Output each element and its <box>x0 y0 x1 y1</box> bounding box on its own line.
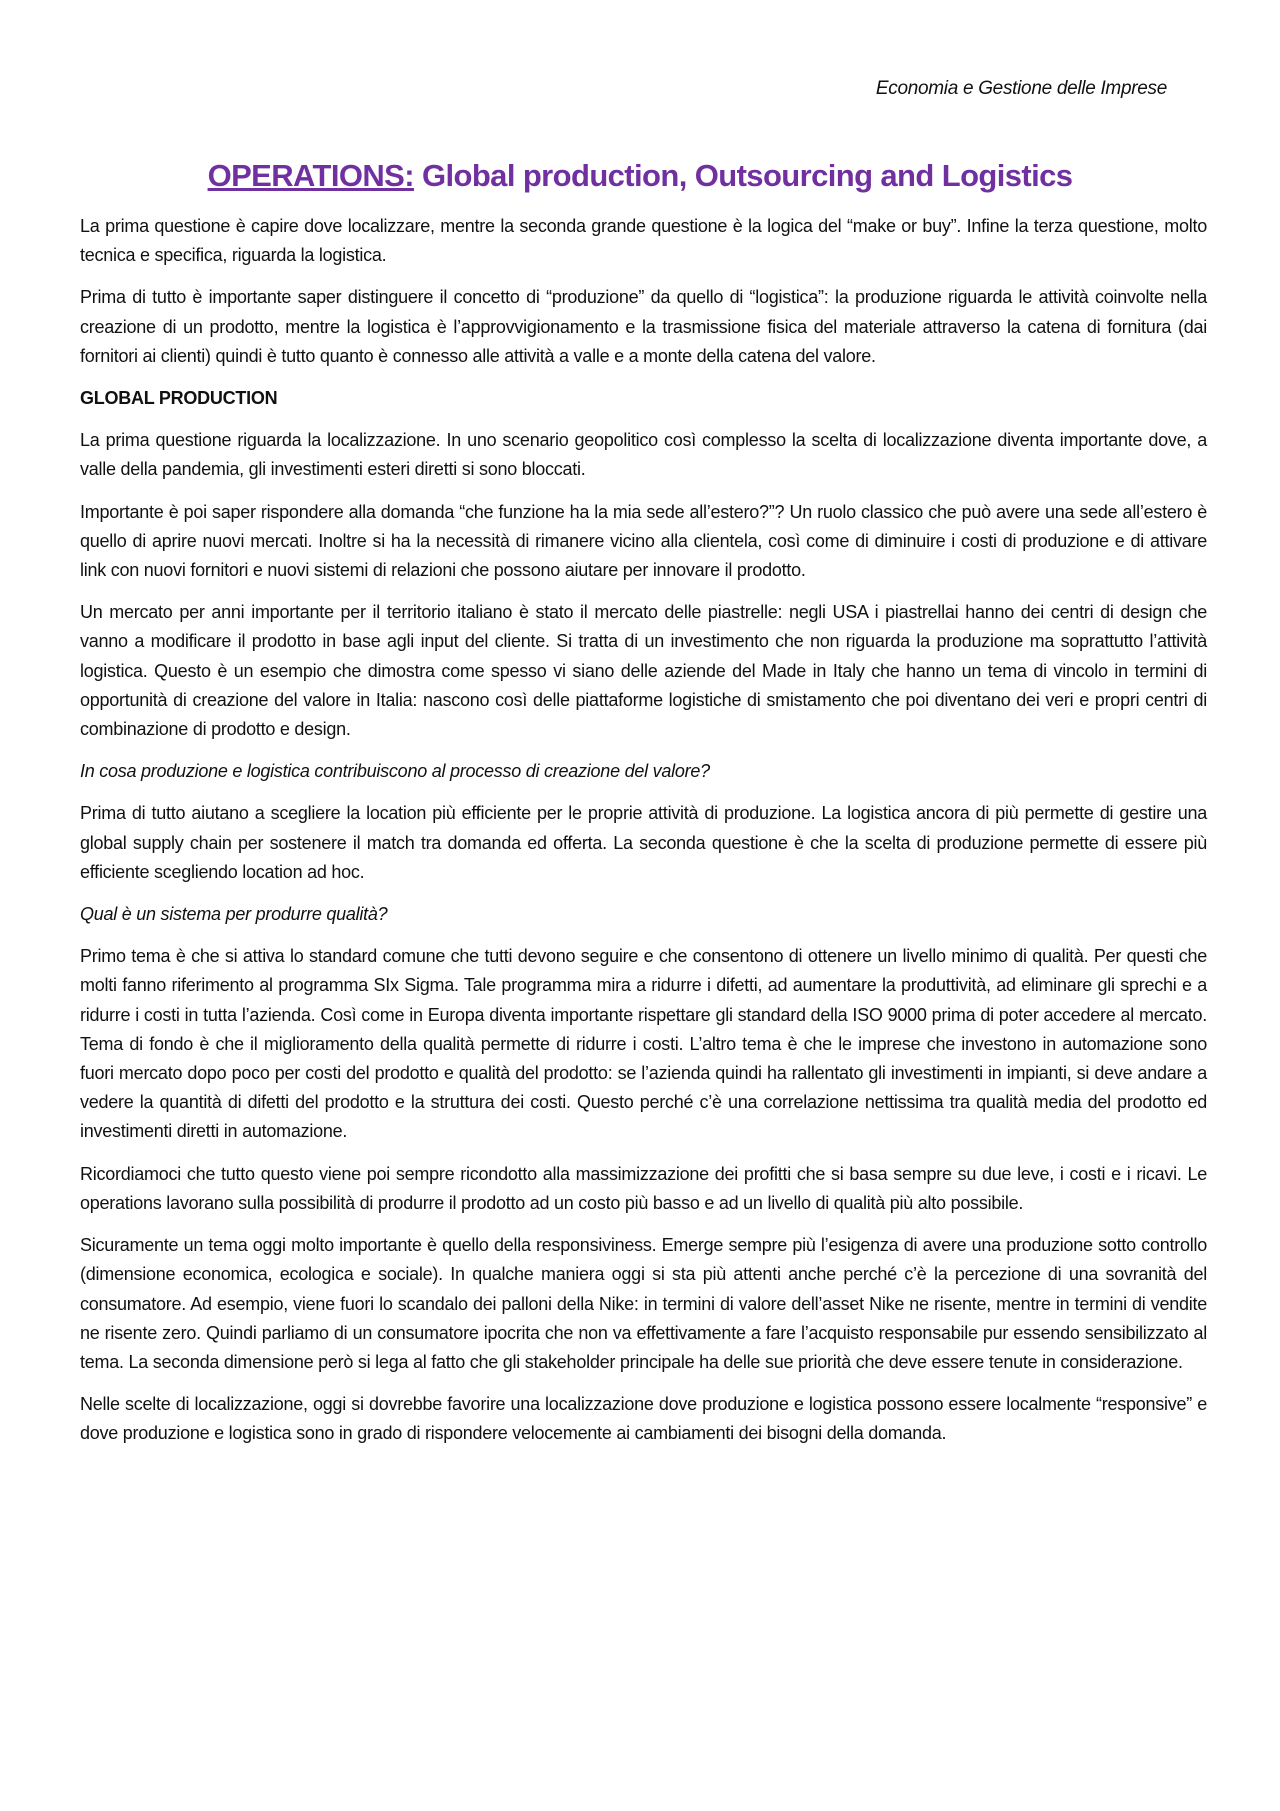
paragraph: Un mercato per anni importante per il territorio italiano è stato il mercato delle piastrelle: negli USA i piastrellai hanno dei centri di design che vanno a modificare il prodotto in base agli input del cliente. Si tratta di un investimento che non riguarda la produzione ma soprattutto l’attività logistica. Questo è un esempio che dimostra come spesso vi siano delle aziende del Made in Italy che hanno un tema di vincolo in termini di opportunità di creazione del valore in Italia: nascono così delle piattaforme logistiche di smistamento che poi diventano dei veri e propri centri di combinazione di prodotto e design. <box>80 602 1207 740</box>
paragraph: La prima questione riguarda la localizzazione. In uno scenario geopolitico così complesso la scelta di localizzazione diventa importante dove, a valle della pandemia, gli investimenti esteri diretti si sono bloccati. <box>80 430 1207 480</box>
paragraph: Primo tema è che si attiva lo standard comune che tutti devono seguire e che consentono di ottenere un livello minimo di qualità. Per questi che molti fanno riferimento al programma SIx Sigma. Tale programma mira a ridurre i difetti, ad aumentare la produttività, ad eliminare gli sprechi e a ridurre i costi in tutta l’azienda. Così come in Europa diventa importante rispettare gli standard della ISO 9000 prima di poter accedere al mercato. Tema di fondo è che il miglioramento della qualità permette di ridurre i costi. L’altro tema è che le imprese che investono in automazione sono fuori mercato dopo poco per costi del prodotto e qualità del prodotto: se l’azienda quindi ha rallentato gli investimenti in impianti, si deve andare a vedere la quantità di difetti del prodotto e la struttura dei costi. Questo perché c’è una correlazione nettissima tra qualità media del prodotto ed investimenti diretti in automazione. <box>80 946 1207 1142</box>
paragraph: Nelle scelte di localizzazione, oggi si dovrebbe favorire una localizzazione dove produzione e logistica possono essere localmente “responsive” e dove produzione e logistica sono in grado di rispondere velocemente ai cambiamenti dei bisogni della domanda. <box>80 1394 1207 1444</box>
question-paragraph: Qual è un sistema per produrre qualità? <box>80 904 388 925</box>
paragraph: Sicuramente un tema oggi molto importante è quello della responsiviness. Emerge sempre più l’esigenza di avere una produzione sotto controllo (dimensione economica, ecologica e sociale). In qualche maniera oggi si sta più attenti anche perché c’è la percezione di una sovranità del consumatore. Ad esempio, viene fuori lo scandalo dei palloni della Nike: in termini di valore dell’asset Nike ne risente, mentre in termini di vendite ne risente zero. Quindi parliamo di un consumatore ipocrita che non va effettivamente a fare l’acquisto responsabile pur essendo sensibilizzato al tema. La seconda dimensione però si lega al fatto che gli stakeholder principale ha delle sue priorità che deve essere tenute in considerazione. <box>80 1235 1207 1372</box>
question-paragraph: In cosa produzione e logistica contribuiscono al processo di creazione del valore? <box>80 761 710 782</box>
document-body <box>80 212 1207 1462</box>
paragraph: Ricordiamoci che tutto questo viene poi sempre ricondotto alla massimizzazione dei profitti che si basa sempre su due leve, i costi e i ricavi. Le operations lavorano sulla possibilità di produrre il prodotto ad un costo più basso e ad un livello di qualità più alto possibile. <box>80 1163 1207 1213</box>
section-heading: GLOBAL PRODUCTION <box>80 388 278 409</box>
paragraph: Prima di tutto è importante saper distinguere il concetto di “produzione” da quello di “logistica”: la produzione riguarda le attività coinvolte nella creazione di un prodotto, mentre la logistica è l’approvvigionamento e la trasmissione fisica del materiale attraverso la catena di fornitura (dai fornitori ai clienti) quindi è tutto quanto è connesso alle attività a valle e a monte della catena del valore. <box>80 287 1207 366</box>
page-header: Economia e Gestione delle Imprese <box>875 78 1167 99</box>
paragraph: Importante è poi saper rispondere alla domanda “che funzione ha la mia sede all’estero?”? Un ruolo classico che può avere una sede all’estero è quello di aprire nuovi mercati. Inoltre si ha la necessità di rimanere vicino alla clientela, così come di diminuire i costi di produzione e di attivare link con nuovi fornitori e nuovi sistemi di relazioni che possono aiutare per innovare il prodotto. <box>80 501 1207 581</box>
paragraph: La prima questione è capire dove localizzare, mentre la seconda grande questione è la logica del “make or buy”. Infine la terza questione, molto tecnica e specifica, riguarda la logistica. <box>80 216 1207 266</box>
document-title <box>0 158 1280 194</box>
title-rest: Global production, Outsourcing and Logistics <box>413 158 1073 193</box>
title-prefix: OPERATIONS: <box>207 158 414 193</box>
paragraph: Prima di tutto aiutano a scegliere la location più efficiente per le proprie attività di produzione. La logistica ancora di più permette di gestire una global supply chain per sostenere il match tra domanda ed offerta. La seconda questione è che la scelta di produzione permette di essere più efficiente scegliendo location ad hoc. <box>80 803 1207 882</box>
